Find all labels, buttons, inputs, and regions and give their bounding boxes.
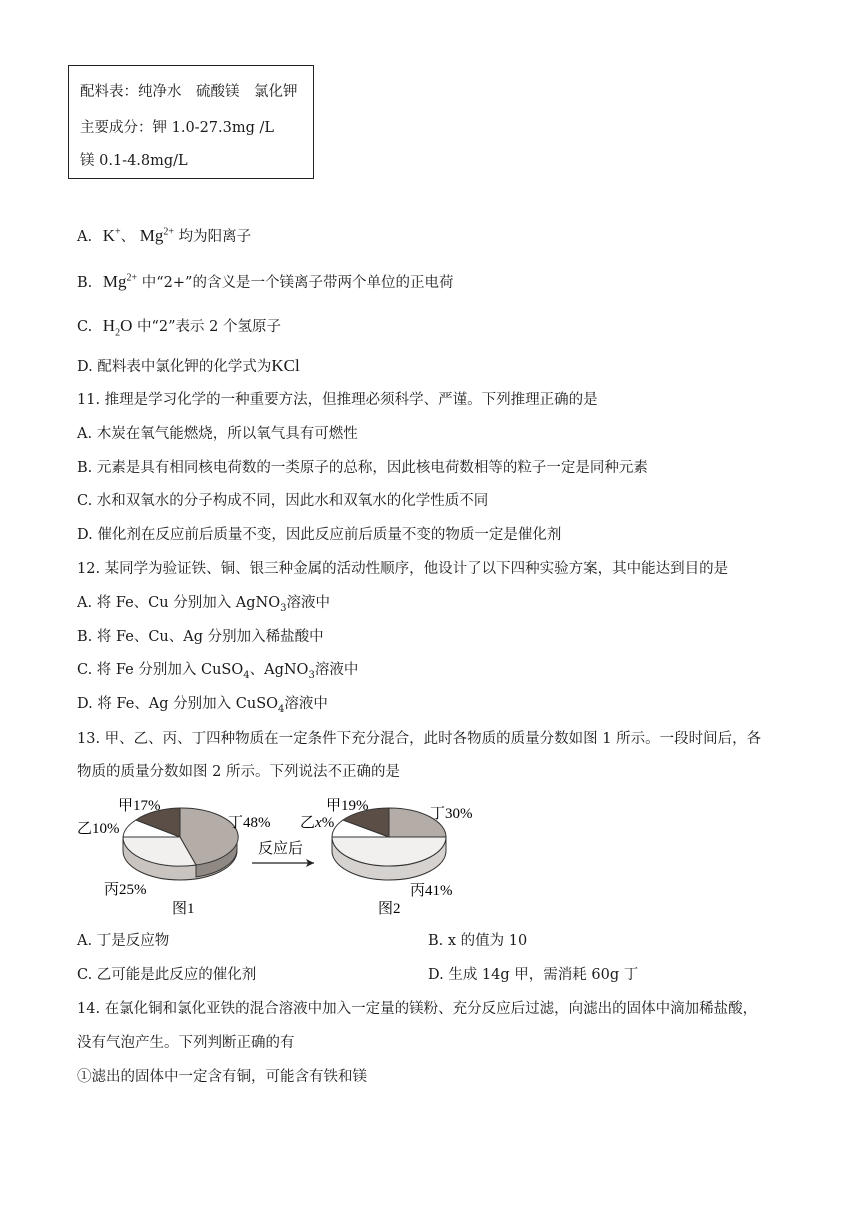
figure-caption-2: 图2 [378,901,401,917]
main-component-line: 主要成分：钾 1.0-27.3mg /L [80,120,275,136]
label-ding: 丁30% [430,806,473,822]
q11-stem: 11. 推理是学习化学的一种重要方法，但推理必须科学、严谨。下列推理正确的是 [77,392,598,408]
q11-option-b: B. 元素是具有相同核电荷数的一类原子的总称，因此核电荷数相等的粒子一定是同种元素 [77,460,648,476]
formula-kcl: KCl [271,356,300,375]
q13-option-c: C. 乙可能是此反应的催化剂 [77,967,257,983]
q10-option-c [77,316,281,337]
q10-option-a [77,226,251,247]
label-jia: 甲19% [326,798,369,814]
label-bing: 丙41% [410,883,453,899]
q11-option-d: D. 催化剂在反应前后质量不变，因此反应前后质量不变的物质一定是催化剂 [77,527,562,543]
option-text: 配料表中氯化钾的化学式为 [97,359,272,375]
q10-option-b [77,272,453,293]
q13-option-d: D. 生成 14g 甲，需消耗 60g 丁 [428,967,639,983]
reaction-arrow [252,840,314,867]
q12-option-a: A. 将 Fe、Cu 分别加入 AgNO$_3$溶液中 [77,595,331,614]
q14-stem-line1: 14. 在氯化铜和氯化亚铁的混合溶液中加入一定量的镁粉、充分反应后过滤，向滤出的固体中滴加稀盐酸， [77,1001,758,1017]
ingredient-line: 配料表：纯净水 硫酸镁 氯化钾 [80,84,298,100]
label-jia: 甲17% [118,798,161,814]
q12-option-c: C. 将 Fe 分别加入 CuSO$_4$、AgNO$_3$溶液中 [77,662,359,681]
q13-option-a: A. 丁是反应物 [77,933,170,949]
formula-mg: $Mg^{2+}$ [102,272,138,291]
label-yi: 乙x% [300,815,335,831]
option-text: 中“2”表示 2 个氢原子 [136,319,281,335]
q11-option-c: C. 水和双氧水的分子构成不同，因此水和双氧水的化学性质不同 [77,493,489,509]
option-text: 均为阳离子 [178,229,252,245]
option-letter: C. [77,319,93,335]
ingredient-box [68,65,314,179]
pie-chart-1 [77,797,271,917]
label-bing: 丙25% [104,882,147,898]
q14-item-1: ①滤出的固体中一定含有铜，可能含有铁和镁 [77,1069,367,1085]
formula-h2o: $H_2O$ [102,316,133,339]
q10-option-d [77,356,300,377]
arrow-label: 反应后 [258,841,304,857]
q12-stem: 12. 某同学为验证铁、铜、银三种金属的活动性顺序，他设计了以下四种实验方案，其中能达到目的是 [77,561,729,577]
magnesium-line: 镁 0.1-4.8mg/L [80,153,188,169]
option-letter: A. [77,229,93,245]
q12-option-b: B. 将 Fe、Cu、Ag 分别加入稀盐酸中 [77,629,324,645]
label-ding: 丁48% [228,815,271,831]
q13-option-b: B. x 的值为 10 [428,933,528,949]
label-yi: 乙10% [77,821,120,837]
formula-k: K+ [102,226,121,245]
q14-stem-line2: 没有气泡产生。下列判断正确的有 [77,1035,295,1051]
option-letter: B. [77,275,93,291]
option-letter: D. [77,359,93,375]
q13-stem-line2: 物质的质量分数如图 2 所示。下列说法不正确的是 [77,764,400,780]
separator: 、 [120,229,136,245]
formula-mg: $Mg^{2+}$ [139,226,174,245]
figure-caption-1: 图1 [172,901,195,917]
pie-figures [0,790,860,920]
pie-chart-2 [300,797,473,917]
q12-option-d: D. 将 Fe、Ag 分别加入 CuSO$_4$溶液中 [77,696,328,715]
option-text: 中“2+”的含义是一个镁离子带两个单位的正电荷 [141,275,454,291]
q13-stem-line1: 13. 甲、乙、丙、丁四种物质在一定条件下充分混合，此时各物质的质量分数如图 1 所示。一段时间后，各 [77,731,762,747]
q11-option-a: A. 木炭在氧气能燃烧，所以氧气具有可燃性 [77,426,358,442]
